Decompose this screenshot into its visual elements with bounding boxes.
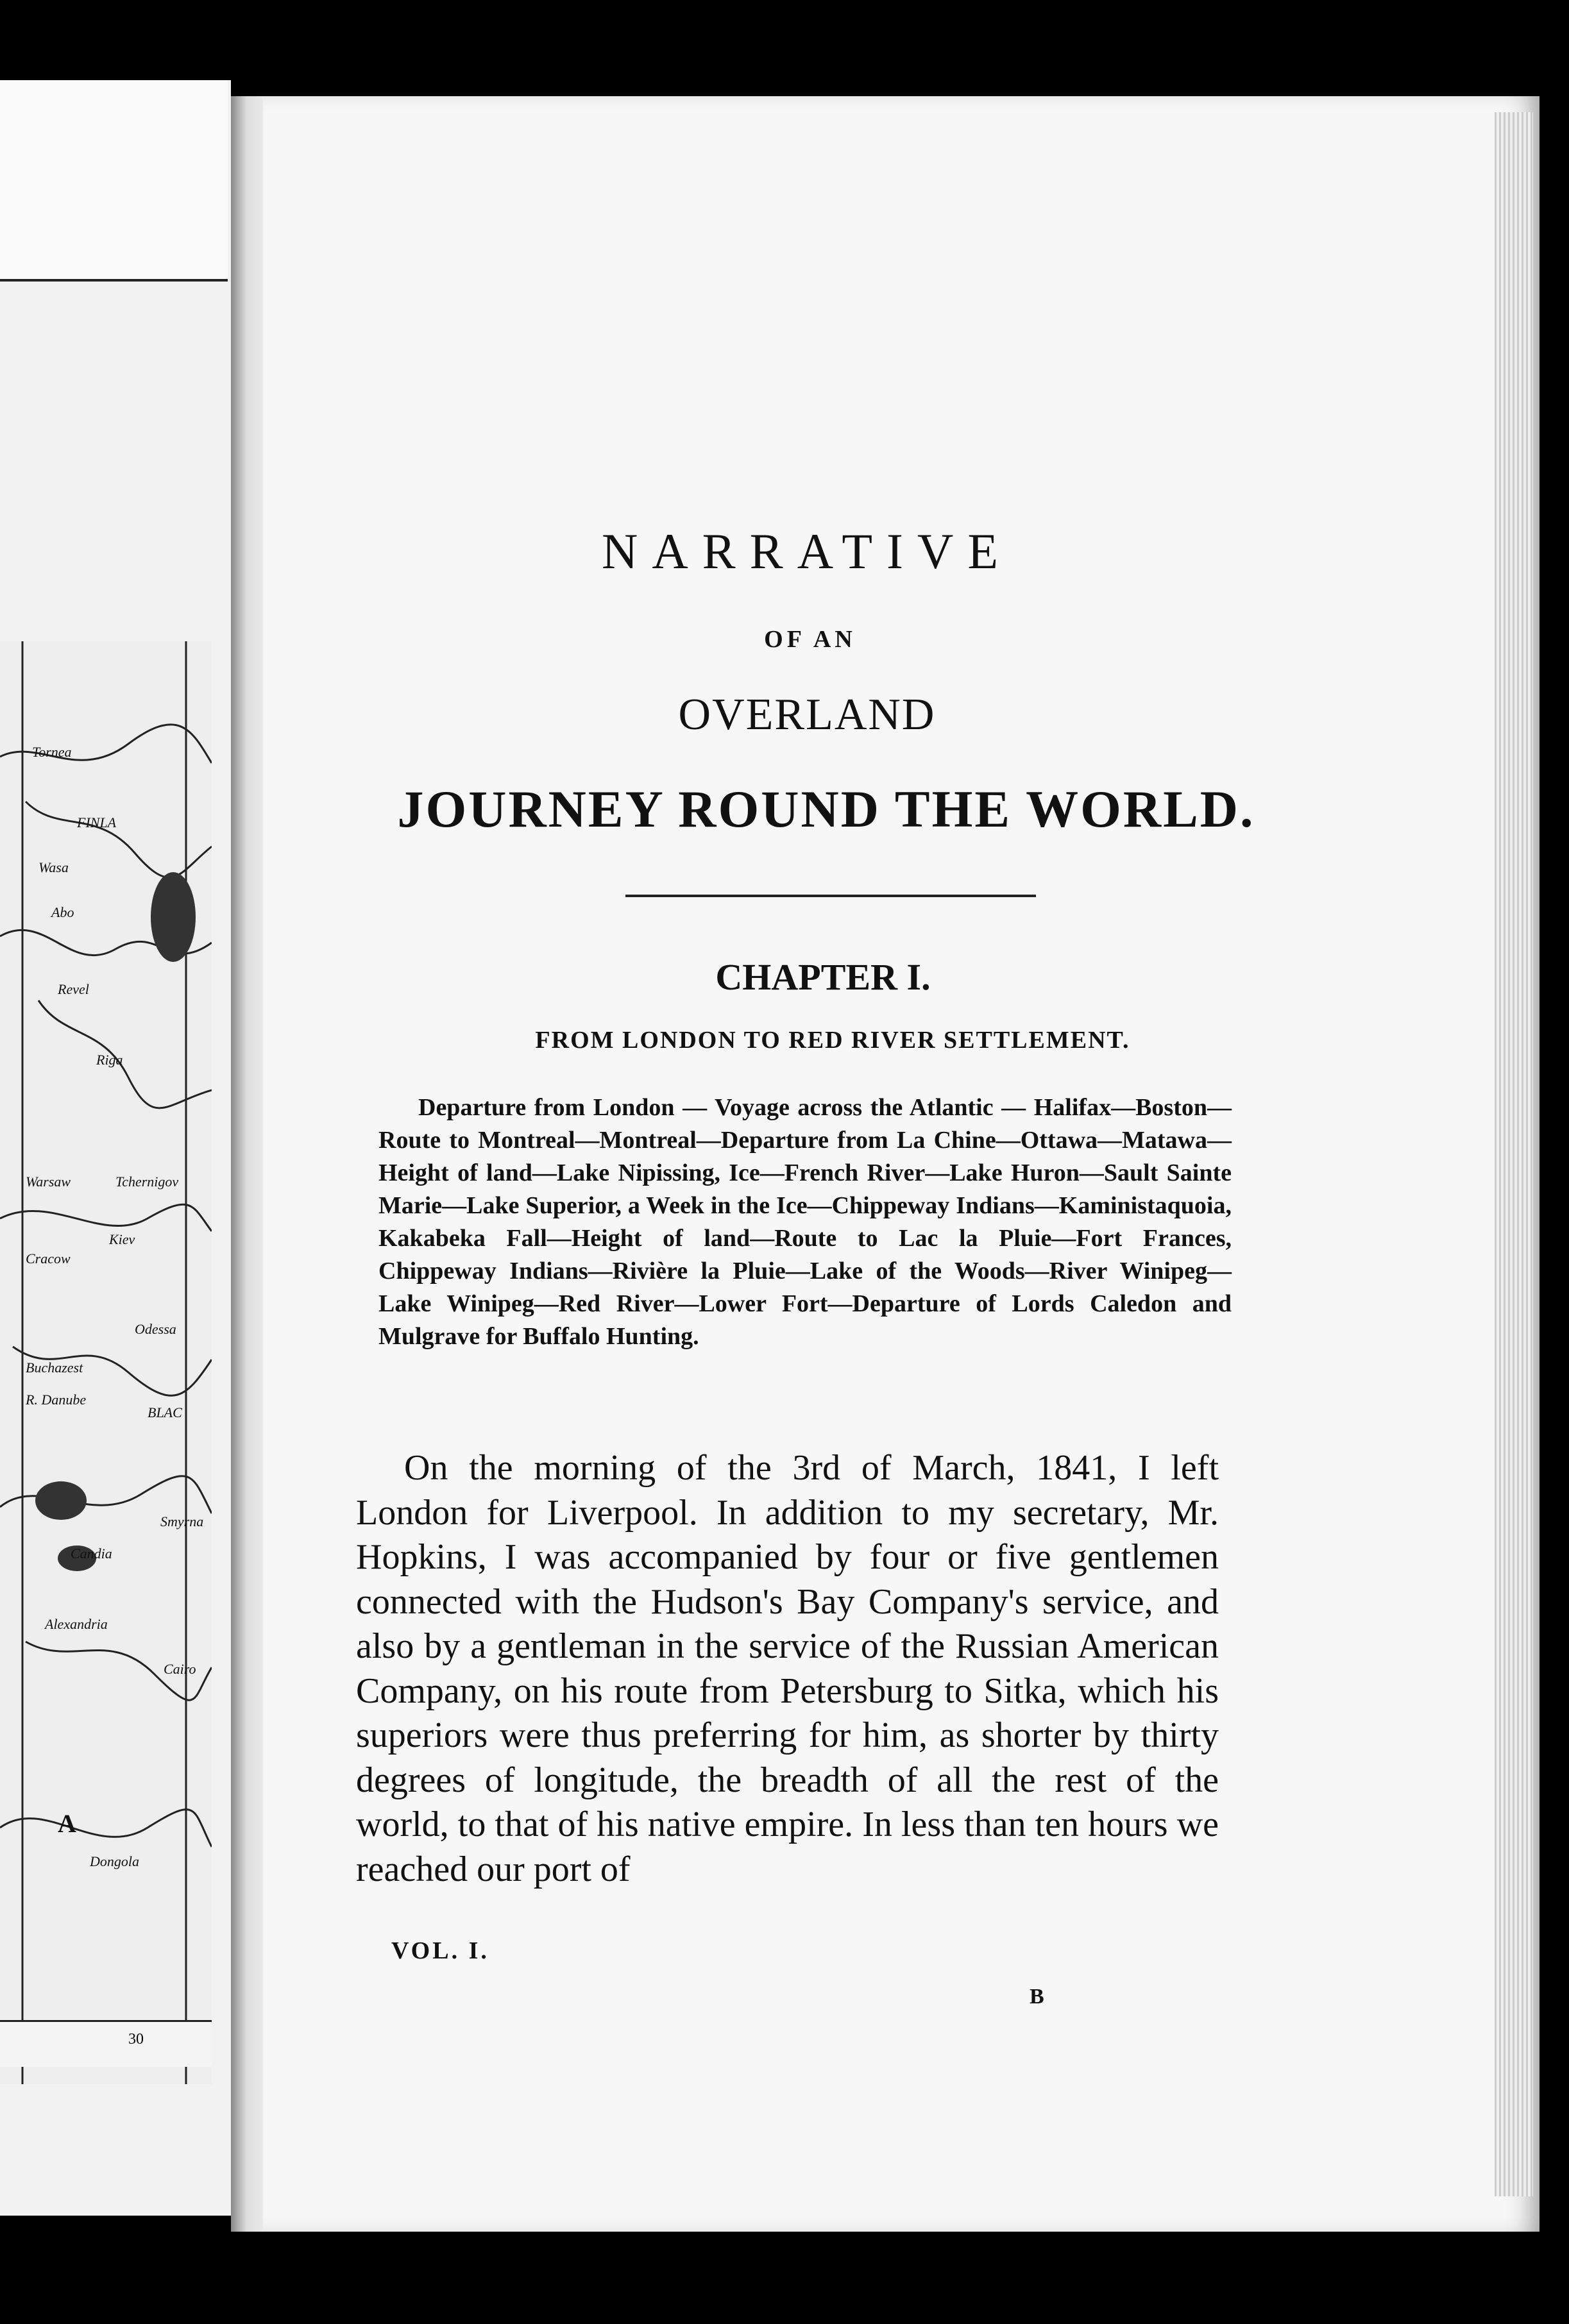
map-label: Warsaw xyxy=(26,1174,71,1190)
title-overland: OVERLAND xyxy=(678,690,936,739)
map-label: Cracow xyxy=(26,1250,71,1267)
map-label: Riga xyxy=(96,1052,123,1068)
chapter-summary: Departure from London — Voyage across the Atlantic — Halifax—Boston—Route to Montreal—Montreal—Departure from La Chine—Ottawa—Matawa—Height of land—Lake Nipissing, Ice—French River—Lake Huron—Sault Sainte Marie—Lake Superior, a Week in the Ice—Chippeway Indians—Kaministaquoia, Kakabeka Fall—Height of land—Route to Lac la Pluie—Fort Frances, Chippeway Indians—Rivière la Pluie—Lake of the Woods—River Winipeg—Lake Winipeg—Red River—Lower Fort—Departure of Lords Caledon and Mulgrave for Buffalo Hunting. xyxy=(378,1094,1232,1350)
title-rule xyxy=(625,895,1036,897)
map-label: Wasa xyxy=(38,859,69,875)
map-label: Odessa xyxy=(135,1321,176,1337)
body-paragraph: On the morning of the 3rd of March, 1841, I left London for Liverpool. In addition to my secretary, Mr. Hopkins, I was accompanied by four or five gentlemen connected with the Hudson's Bay Company's service, and also by a gentleman in the service of the Russian American Company, on his route from Petersburg to Sitka, which his superiors were thus preferring for him, as shorter by thirty degrees of longitude, the breadth of all the rest of the world, to that of his native empire. In less than ten hours we reached our port of xyxy=(356,1448,1219,1889)
map-label: Candia xyxy=(71,1545,112,1562)
map-label: R. Danube xyxy=(26,1392,87,1408)
map-scale-label: 30 xyxy=(128,2031,144,2048)
signature-mark: B xyxy=(1030,1985,1044,2008)
map-label: Kiev xyxy=(109,1231,135,1247)
map-strip xyxy=(0,641,212,2084)
map-label: Smyrna xyxy=(160,1513,204,1529)
chapter-heading: CHAPTER I. xyxy=(715,956,931,998)
map-scale-bar xyxy=(0,2020,212,2067)
page-edges xyxy=(1495,112,1533,2196)
map-label: Buchazest xyxy=(26,1360,83,1376)
map-label: Dongola xyxy=(90,1853,139,1869)
map-label: Tornea xyxy=(32,744,72,760)
title-narrative: NARRATIVE xyxy=(602,523,1012,579)
map-label: A xyxy=(58,1809,76,1838)
map-label: Revel xyxy=(58,981,89,997)
map-label: BLAC xyxy=(148,1404,182,1420)
map-label: FINLA xyxy=(77,814,117,830)
folded-flap xyxy=(0,80,228,282)
map-label: Abo xyxy=(51,904,74,920)
title-of-an: OF AN xyxy=(764,626,856,653)
volume-label: VOL. I. xyxy=(391,1937,489,1964)
map-label: Tchernigov xyxy=(115,1174,179,1190)
map-label: Cairo xyxy=(164,1661,196,1677)
chapter-subtitle: FROM LONDON TO RED RIVER SETTLEMENT. xyxy=(535,1027,1130,1054)
map-label: Alexandria xyxy=(45,1616,108,1632)
title-journey: JOURNEY ROUND THE WORLD. xyxy=(397,780,1255,838)
